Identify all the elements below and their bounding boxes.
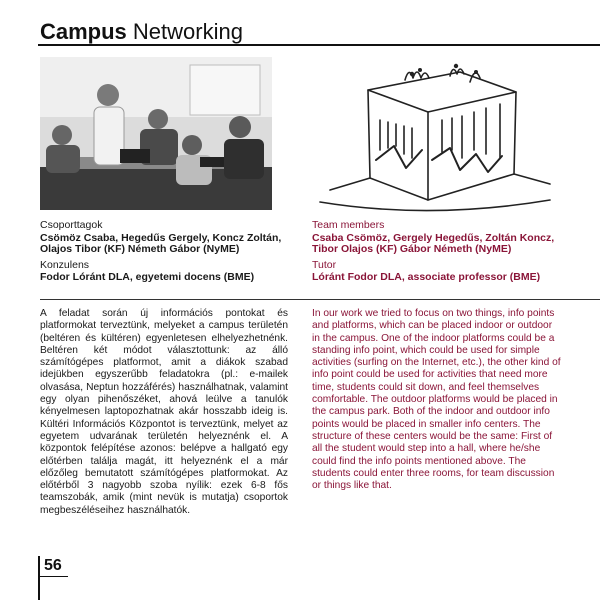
info-center-sketch bbox=[310, 50, 560, 215]
page-number-underline bbox=[38, 576, 68, 577]
tutor-name: Lóránt Fodor DLA, associate professor (BME) bbox=[312, 271, 541, 283]
group-label: Csoporttagok bbox=[40, 219, 103, 231]
page-title bbox=[40, 20, 243, 44]
page-title-rest: Networking bbox=[126, 19, 243, 44]
consultant-label: Konzulens bbox=[40, 258, 90, 271]
team-photo-illustration bbox=[40, 57, 272, 210]
team-members-names: Csaba Csömöz, Gergely Hegedűs, Zoltán Koncz, Tibor Olajos (KF) Gábor Németh (NyME) bbox=[312, 231, 555, 255]
title-rule bbox=[38, 44, 600, 46]
tutor-label: Tutor bbox=[312, 258, 337, 271]
page-number: 56 bbox=[44, 557, 62, 574]
section-divider bbox=[40, 299, 600, 300]
credits-english bbox=[312, 220, 582, 288]
body-text-english: In our work we tried to focus on two things, info points and platforms, which can be placed indoor or outdoor in the campus. One of the indoor platforms could be a standing info point, which could be used for simple activities (surfing on the Internet, etc.), the other kind of info point could be used for activities that need more time, students could sit down, and feel themselves comfortable. The outdoor platforms would be placed in the campus park. Both of the indoor and outdoor info points would be placed in smaller info centers. The structure of these centers would be the same: First of all the student would step into a hall, where he/she could find the info points mentioned above. The students could enter three rooms, for team discussion or things like that. bbox=[312, 308, 561, 492]
page-title-bold: Campus bbox=[40, 19, 127, 44]
team-photo bbox=[40, 57, 272, 210]
consultant-name: Fodor Lóránt DLA, egyetemi docens (BME) bbox=[40, 271, 255, 283]
page-number-rule bbox=[38, 556, 40, 600]
credits-hungarian bbox=[40, 220, 300, 288]
body-text-hungarian: A feladat során új információs pontokat és platformokat terveztünk, melyeket a campus területén (beltéren és kültéren) egyenletesen elhelyezhetnénk. Beltéren két módot választottunk: az álló számítógépes platformot, amit a diákok szabad idejükben egyszerűbb feladatokra (pl.: e-mailek olvasása, Neptun hozzáférés) használhatnak, valamint egy olyan pihenőszéket, ahová leülve a tanulók kényelmesen laptopozhatnak akár hosszabb ideig is. Kültéri Információs Központot is terveztünk, melyet az egyetem udvarának területén helyeznénk el. A központok felépítése azonos: belépve a hallgató egy előtérben találja magát, itt helyeznénk el a már előzőleg bemutatott számítógépes platformokat. Az előtérből 3 nagyobb szoba nyílik: ezek 6-8 fős teamszobák, amik (mint nevük is mutatja) csoportok megbeszéléseihez használhatók. bbox=[40, 308, 288, 516]
group-names: Csömöz Csaba, Hegedűs Gergely, Koncz Zoltán, Olajos Tibor (KF) Németh Gábor (NyME) bbox=[40, 231, 282, 255]
team-members-label: Team members bbox=[312, 219, 385, 231]
